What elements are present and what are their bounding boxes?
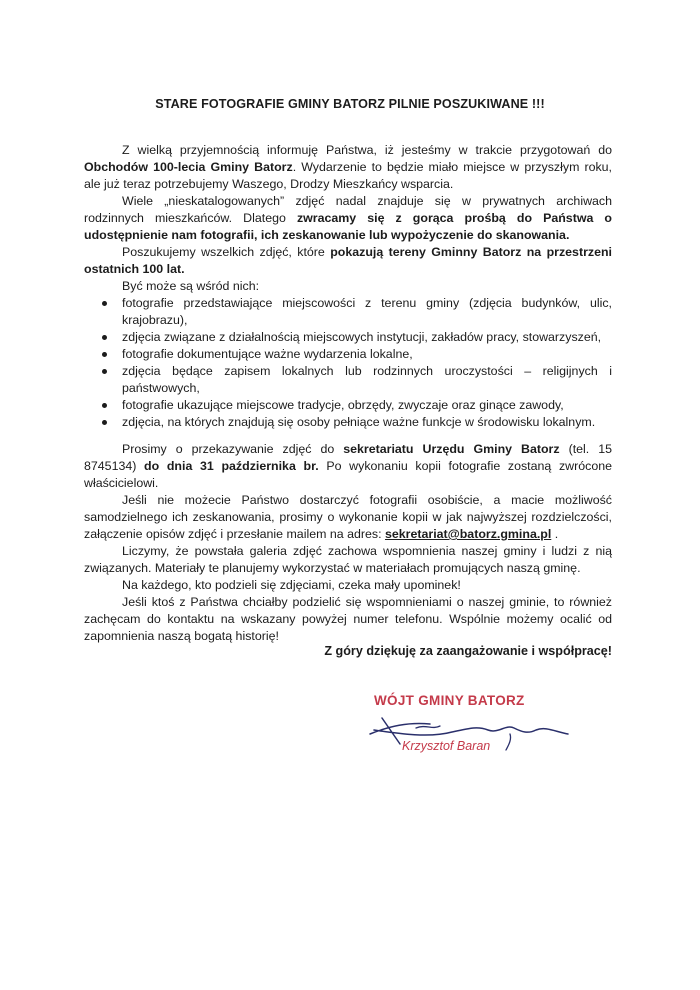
photo-types-list (84, 295, 612, 431)
list-item-text: fotografie dokumentujące ważne wydarzenia lokalne, (122, 347, 413, 361)
bullet-icon (102, 301, 107, 306)
list-item-text: zdjęcia związane z działalnością miejscowych instytucji, zakładów pracy, stowarzyszeń, (122, 330, 602, 344)
email-link[interactable]: sekretariat@batorz.gmina.pl (384, 527, 552, 541)
paragraph-intro-text-c: . Wydarzenie to będzie miało miejsce w przyszłym roku, ale już teraz potrzebujemy Waszego, Drodzy Mieszkańcy wsparcia. (84, 160, 612, 191)
letter-body (84, 142, 612, 645)
list-item (84, 397, 612, 414)
list-item (84, 346, 612, 363)
paragraph-contact: Jeśli ktoś z Państwa chciałby podzielić się wspomnieniami o naszej gminie, to również zachęcam do kontaktu na wskazany powyżej numer telefonu. Wspólnie możemy ocalić od zapomnienia naszą bogatą historię! (84, 595, 612, 643)
paragraph-delivery (84, 441, 612, 492)
paragraph-delivery-text-a: Prosimy o przekazywanie zdjęć do (122, 442, 344, 456)
paragraph-archives-text: Wiele „nieskatalogowanych” zdjęć nadal znajduje się w prywatnych archiwach rodzinnych mieszkańców. Dlatego (84, 194, 612, 225)
paragraph-gift: Na każdego, kto podzieli się zdjęciami, czeka mały upominek! (122, 578, 461, 592)
bullet-icon (102, 369, 107, 374)
official-stamp (360, 692, 580, 772)
paragraph-list-intro: Być może są wśród nich: (122, 279, 260, 293)
paragraph-search (84, 244, 612, 278)
paragraph-intro (84, 142, 612, 193)
paragraph-email-end: . (551, 527, 559, 541)
list-item (84, 414, 612, 431)
list-item (84, 295, 612, 329)
secretariat-label: sekretariatu Urzędu Gminy Batorz (343, 442, 560, 456)
list-item-text: zdjęcia, na których znajdują się osoby pełniące ważne funkcje w środowisku lokalnym. (122, 415, 596, 429)
paragraph-search-text: Poszukujemy wszelkich zdjęć, które (122, 245, 331, 259)
list-item (84, 329, 612, 346)
bullet-icon (102, 403, 107, 408)
bullet-icon (102, 335, 107, 340)
stamp-title: WÓJT GMINY BATORZ (374, 693, 525, 708)
deadline-text: do dnia 31 października br. (144, 459, 319, 473)
paragraph-search-bold: pokazują tereny Gminny Batorz na przestrzeni ostatnich 100 lat. (84, 245, 612, 276)
list-item-text: fotografie przedstawiające miejscowości z terenu gminy (zdjęcia budynków, ulic, krajobrazu), (122, 296, 612, 327)
list-item-text: fotografie ukazujące miejscowe tradycje, obrzędy, zwyczaje oraz ginące zawody, (122, 398, 564, 412)
paragraph-archives (84, 193, 612, 244)
bullet-icon (102, 352, 107, 357)
list-item (84, 363, 612, 397)
closing-thanks: Z góry dziękuję za zaangażowanie i współpracę! (324, 644, 612, 658)
paragraph-archives-bold: zwracamy się z gorąca prośbą do Państwa o udostępnienie nam fotografii, ich zeskanowanie lub wypożyczenie do skanowania. (84, 211, 612, 242)
paragraph-gallery: Liczymy, że powstała galeria zdjęć zachowa wspomnienia naszej gminy i ludzi z nią związanych. Materiały te planujemy wykorzystać w materiałach promujących naszą gminę. (84, 544, 612, 575)
stamp-name: Krzysztof Baran (402, 739, 491, 753)
paragraph-intro-bold: Obchodów 100-lecia Gminy Batorz (84, 160, 293, 174)
phone-text: (tel. 15 8745134) (84, 442, 612, 473)
paragraph-email (84, 492, 612, 543)
list-item-text: zdjęcia będące zapisem lokalnych lub rodzinnych uroczystości – religijnych i państwowych, (122, 364, 612, 395)
paragraph-delivery-text-e: Po wykonaniu kopii fotografie zostaną zwrócone właścicielowi. (84, 459, 612, 490)
bullet-icon (102, 420, 107, 425)
paragraph-email-text: Jeśli nie możecie Państwo dostarczyć fotografii osobiście, a macie możliwość samodzielnego ich zeskanowania, prosimy o wykonanie kopii w jak najwyższej rozdzielczości, załączenie opisów zdjęć i przesłanie mailem na adres: (84, 493, 612, 541)
document-title: STARE FOTOGRAFIE GMINY BATORZ PILNIE POSZUKIWANE !!! (155, 97, 545, 111)
paragraph-intro-text-a: Z wielką przyjemnością informuję Państwa, iż jesteśmy w trakcie przygotowań do (122, 143, 612, 157)
